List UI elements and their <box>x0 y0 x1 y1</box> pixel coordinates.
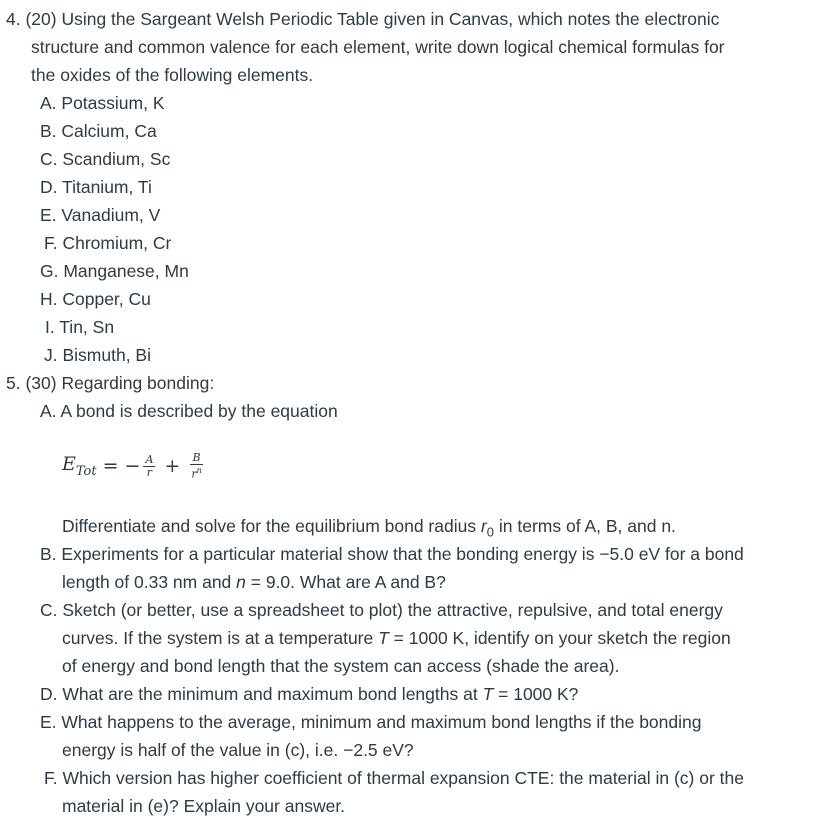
q5-f-line-2: material in (e)? Explain your answer. <box>62 796 346 816</box>
equation-minus: − <box>124 455 141 478</box>
q4-item-c: C. Scandium, Sc <box>40 149 171 169</box>
fraction-a-denominator: r <box>146 465 153 479</box>
q5-c-line-1: C. Sketch (or better, use a spreadsheet to plot) the attractive, repulsive, and total energy <box>40 600 723 620</box>
c-line2-pre: curves. If the system is at a temperature <box>62 628 379 648</box>
q4-item-f: F. Chromium, Cr <box>44 233 172 253</box>
q4-line-3: the oxides of the following elements. <box>31 65 314 85</box>
equation-e: E <box>62 453 76 476</box>
fraction-b-exponent: n <box>196 466 202 475</box>
q5-e-line-1: E. What happens to the average, minimum and maximum bond lengths if the bonding <box>40 712 702 732</box>
q4-item-e: E. Vanadium, V <box>40 205 161 225</box>
q5-f-line-1: F. Which version has higher coefficient of thermal expansion CTE: the material in (c) or the <box>44 768 744 788</box>
b-line2-post: = 9.0. What are A and B? <box>245 572 446 592</box>
c-line2-t: T <box>378 628 389 648</box>
q5-b-line-2 <box>62 568 446 596</box>
c-line2-post: = 1000 K, identify on your sketch the region <box>388 628 731 648</box>
q4-item-b: B. Calcium, Ca <box>40 121 157 141</box>
q4-item-g: G. Manganese, Mn <box>40 261 189 281</box>
q4-item-a: A. Potassium, K <box>40 93 165 113</box>
equation-subscript: Tot <box>75 464 97 480</box>
q4-item-h: H. Copper, Cu <box>40 289 151 309</box>
q5-a-line: A. A bond is described by the equation <box>40 401 338 421</box>
q5-e-line-2: energy is half of the value in (c), i.e. −2.5 eV? <box>62 740 414 760</box>
q5-b-line-1: B. Experiments for a particular material show that the bonding energy is −5.0 eV for a bond <box>40 544 744 564</box>
equation-equals: = <box>102 455 119 478</box>
a-follow-pre: Differentiate and solve for the equilibrium bond radius <box>62 516 481 536</box>
fraction-b-numerator: B <box>192 451 201 464</box>
q5-d-line <box>40 680 578 708</box>
q5-c-line-2 <box>62 624 731 652</box>
q4-item-d: D. Titanium, Ti <box>40 177 152 197</box>
a-follow-r-sub: 0 <box>486 524 495 540</box>
d-line-post: = 1000 K? <box>493 684 579 704</box>
equation-plus: + <box>164 455 181 478</box>
fraction-b-denominator <box>189 465 203 481</box>
q4-item-i: I. Tin, Sn <box>45 317 115 337</box>
q5-heading: 5. (30) Regarding bonding: <box>6 373 215 393</box>
bond-energy-equation <box>62 452 207 481</box>
b-line2-pre: length of 0.33 nm and <box>62 572 237 592</box>
d-line-pre: D. What are the minimum and maximum bond lengths at <box>40 684 483 704</box>
a-follow-post: in terms of A, B, and n. <box>494 516 676 536</box>
q4-line-1: 4. (20) Using the Sargeant Welsh Periodic Table given in Canvas, which notes the electronic <box>6 9 720 29</box>
equation-fraction-b <box>189 452 203 481</box>
q4-line-2: structure and common valence for each element, write down logical chemical formulas for <box>31 37 725 57</box>
equation-lhs <box>62 453 97 479</box>
b-line2-n: n <box>236 572 246 592</box>
fraction-b-r: r <box>191 467 197 481</box>
q5-c-line-3: of energy and bond length that the system can access (shade the area). <box>62 656 620 676</box>
equation-fraction-a <box>143 454 155 479</box>
q4-item-j: J. Bismuth, Bi <box>44 345 151 365</box>
fraction-a-numerator: A <box>145 452 154 466</box>
d-line-t: T <box>482 684 494 704</box>
a-follow-r: r <box>480 516 487 536</box>
